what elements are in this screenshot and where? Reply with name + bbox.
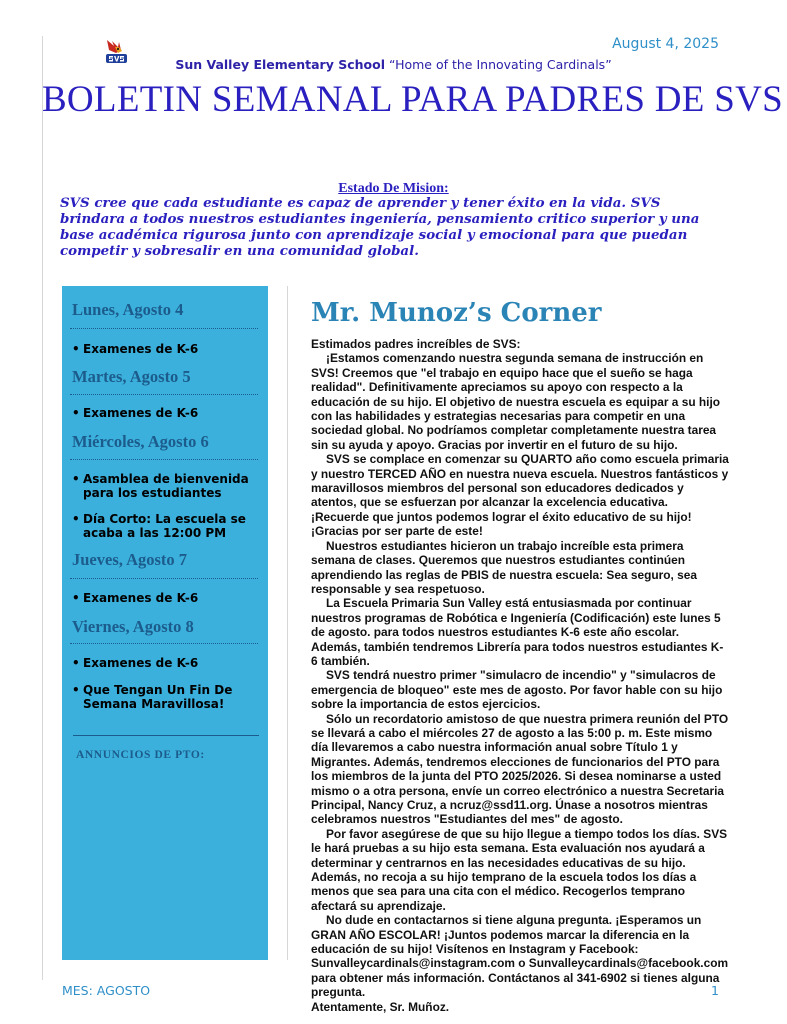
letter-paragraph: Nuestros estudiantes hicieron un trabajo increíble esta primera semana de clases. Queremos que nuestros estudiantes continúen aprendiendo las reglas de PBIS de nuestra escuela: Sea seguro, sea responsable y sea respetuoso.	[311, 538, 697, 596]
schedule-item: • Asamblea de bienvenida para los estudiantes	[72, 472, 249, 500]
letter-paragraph: SVS tendrá nuestro primer "simulacro de incendio" y "simulacros de emergencia de bloqueo" este mes de agosto. Por favor hable con su hijo sobre la importancia de estos ejercicios.	[311, 668, 723, 712]
newsletter-title: BOLETIN SEMANAL PARA PADRES DE SVS	[41, 79, 784, 120]
column-divider	[287, 286, 288, 960]
newsletter-date: August 4, 2025	[612, 36, 719, 52]
letter-paragraph: Por favor asegúrese de que su hijo llegue a tiempo todos los días. SVS le hará pruebas a su hijo esta semana. Esta evaluación nos ayudará a determinar y centrarnos en las necesidades educativas de su hijo. Además, no recoja a su hijo temprano de la escuela todos los días a menos que sea para una cita con el médico. Recogerlos temprano afectará su aprendizaje.	[311, 826, 728, 913]
schedule-item: • Examenes de K-6	[72, 342, 199, 356]
corner-title: Mr. Munoz’s Corner	[311, 298, 602, 328]
schedule-item: • Que Tengan Un Fin De Semana Maravillosa!	[72, 683, 233, 711]
schedule-item: • Día Corto: La escuela se acaba a las 12:00 PM	[72, 512, 246, 540]
mission-text: SVS cree que cada estudiante es capaz de aprender y tener éxito en la vida. SVS brindara a todos nuestros estudiantes ingeniería, pensamiento critico superior y una base académica rigurosa junto con aprendizaje social y emocional para que puedan competir y sobresalir en una comunidad global.	[60, 195, 700, 259]
dotted-divider	[70, 394, 258, 395]
day-heading: Miércoles, Agosto 6	[72, 432, 209, 451]
school-name: Sun Valley Elementary School	[175, 57, 385, 72]
school-header-line	[0, 57, 787, 72]
letter-closing: Atentamente, Sr. Muñoz.	[311, 999, 450, 1014]
principal-letter	[311, 337, 729, 1014]
letter-paragraph: La Escuela Primaria Sun Valley está entusiasmada por continuar nuestros programas de Robótica e Ingeniería (Codificación) este lunes 5 de agosto. para todos nuestros estudiantes K-6 este año escolar. Además, también tendremos Librería para todos nuestros estudiantes K-6 también.	[311, 596, 724, 668]
letter-paragraph: No dude en contactarnos si tiene alguna pregunta. ¡Esperamos un GRAN AÑO ESCOLAR! ¡Juntos podemos marcar la diferencia en la educación de su hijo! Visítenos en Instagram y Facebook: Sunvalleycardinals@instagram.com o Sunvalleycardinals@facebook.com para obtener más información. Contáctanos al 341-6902 si tienes alguna pregunta.	[311, 913, 729, 1000]
dotted-divider	[70, 643, 258, 644]
letter-paragraph: ¡Estamos comenzando nuestra segunda semana de instrucción en SVS! Creemos que "el trabajo en equipo hace que el sueño se haga realidad". Definitivamente apreciamos su apoyo con respecto a la educación de su hijo. El objetivo de nuestra escuela es equipar a su hijo con las habilidades y estrategias necesarias para competir en una sociedad global. No podríamos completar completamente nuestra tarea sin su ayuda y apoyo. Gracias por invertir en el futuro de su hijo.	[311, 351, 721, 452]
letter-paragraph: Sólo un recordatorio amistoso de que nuestra primera reunión del PTO se llevará a cabo el miércoles 27 de agosto a las 5:00 p. m. Este mismo día llevaremos a cabo nuestra información anual sobre Título 1 y Migrantes. Además, tendremos elecciones de funcionarios del PTO para los miembros de la junta del PTO 2025/2026. Si desea nominarse a usted mismo o a otra persona, envíe un correo electrónico a nuestra Secretaria Principal, Nancy Cruz, a ncruz@ssd11.org. Únase a nosotros mientras celebramos nuestros "Estudiantes del mes" de agosto.	[311, 711, 729, 827]
mission-heading: Estado De Mision:	[338, 181, 449, 196]
day-heading: Martes, Agosto 5	[72, 367, 191, 386]
pto-divider	[73, 735, 259, 736]
footer-month: MES: AGOSTO	[62, 983, 151, 998]
pto-heading: ANNUNCIOS DE PTO:	[76, 749, 205, 761]
letter-paragraph: SVS se complace en comenzar su QUARTO año como escuela primaria y nuestro TERCED AÑO en nuestra nueva escuela. Nuestros fantásticos y maravillosos miembros del personal son educadores dedicados y atentos, que se esfuerzan por alcanzar la excelencia educativa. ¡Recuerde que juntos podemos lograr el éxito educativo de su hijo! ¡Gracias por ser parte de este!	[311, 452, 729, 539]
page-number: 1	[711, 983, 719, 998]
letter-greeting: Estimados padres increíbles de SVS:	[311, 337, 521, 351]
dotted-divider	[70, 328, 258, 329]
left-margin-rule	[42, 36, 43, 980]
schedule-item: • Examenes de K-6	[72, 656, 199, 670]
school-motto: “Home of the Innovating Cardinals”	[388, 57, 612, 72]
day-heading: Lunes, Agosto 4	[72, 300, 184, 319]
day-heading: Jueves, Agosto 7	[72, 550, 188, 569]
dotted-divider	[70, 459, 258, 460]
schedule-item: • Examenes de K-6	[72, 406, 199, 420]
day-heading: Viernes, Agosto 8	[72, 617, 194, 636]
dotted-divider	[70, 578, 258, 579]
schedule-item: • Examenes de K-6	[72, 591, 199, 605]
